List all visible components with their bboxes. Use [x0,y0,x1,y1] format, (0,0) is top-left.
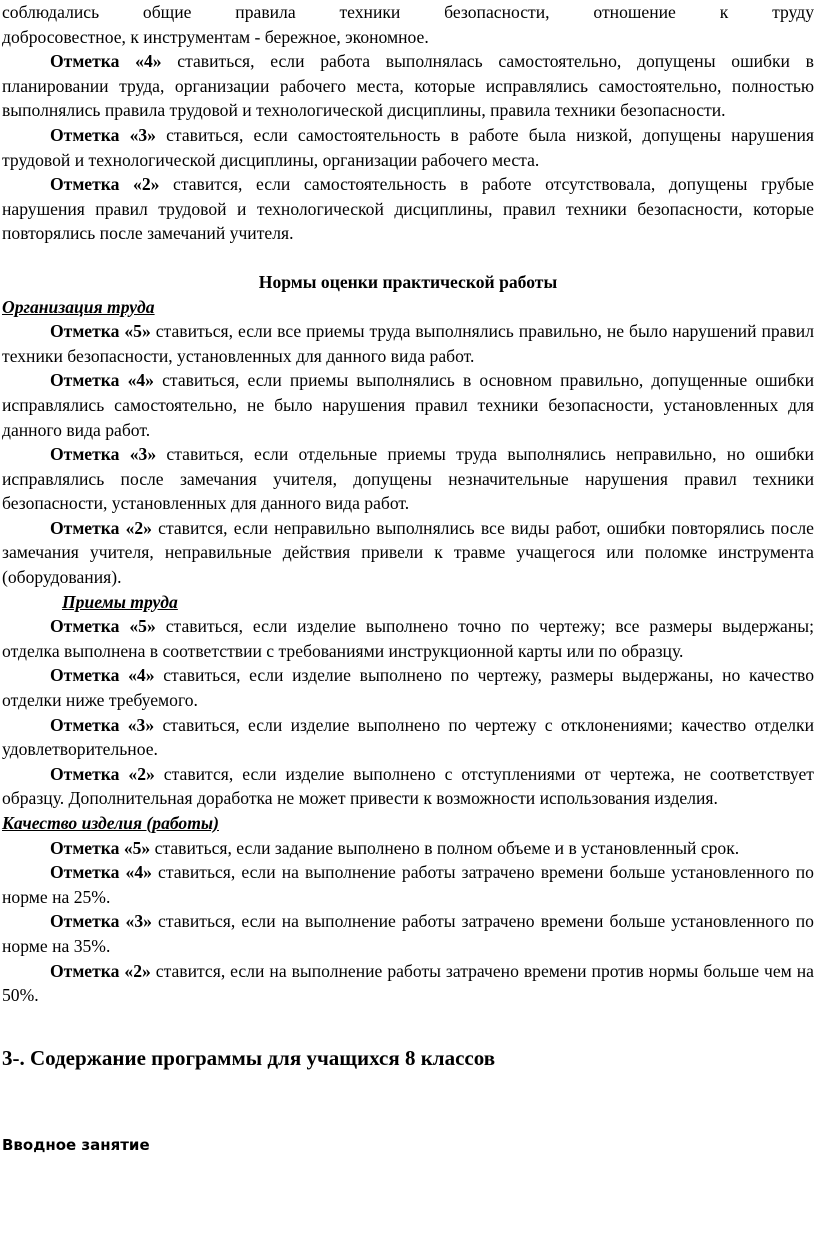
grade-mark: Отметка «4» [50,51,162,72]
quality-block [2,836,814,1008]
section-heading-techniques: Приемы труда [62,591,178,612]
grade-paragraph [2,319,814,368]
grade-paragraph [2,959,814,1008]
grade-mark: Отметка «4» [50,370,154,391]
grade-text: ставиться, если самостоятельность в работе была низкой, допущены нарушения трудовой и технологической дисциплины, организации рабочего места. [2,124,814,170]
grade-text: ставится, если изделие выполнено с отступлениями от чертежа, не соответствует образцу. Дополнительная доработка не может привести к возможности использования изделия. [2,763,814,809]
norms-title: Нормы оценки практической работы [258,271,558,292]
grade-paragraph [2,49,814,123]
grade-paragraph [2,368,814,442]
grade-text: ставиться, если изделие выполнено по чертежу, размеры выдержаны, но качество отделки ниже требуемого. [2,665,814,711]
grade-text: ставиться, если отдельные приемы труда выполнялись неправильно, но ошибки исправлялись после замечания учителя, допущены незначительные нарушения правил техники безопасности, установленных для данного вида работ. [2,444,814,514]
grade-text: ставиться, если на выполнение работы затрачено времени больше установленного по норме на 25%. [2,862,814,907]
grade-paragraph [2,516,814,590]
grade-paragraph [2,909,814,958]
grade-mark: Отметка «5» [50,616,156,637]
grade-paragraph [2,663,814,712]
grade-text: ставиться, если на выполнение работы затрачено времени больше установленного по норме на 35%. [2,911,814,956]
grade-paragraph [2,614,814,663]
grade-text: ставиться, если изделие выполнено точно по чертежу; все размеры выдержаны; отделка выполнена в соответствии с требованиями инструкционной карты или по образцу. [2,616,814,661]
grade-mark: Отметка «3» [50,714,155,735]
grade-mark: Отметка «2» [50,174,160,195]
grade-paragraph [2,713,814,762]
grade-text: ставиться, если изделие выполнено по чертежу с отклонениями; качество отделки удовлетворительное. [2,714,814,760]
grade-text: ставиться, если задание выполнено в полном объеме и в установленный срок. [150,837,740,858]
intro-line-1: соблюдались общие правила техники безопасности, отношение к труду [2,2,814,22]
grade-mark: Отметка «4» [50,862,152,883]
grade-paragraph [2,836,814,861]
grade-paragraph [2,762,814,811]
intro-lesson-heading: Вводное занятие [2,1135,150,1154]
grade-text: ставиться, если все приемы труда выполнялись правильно, не было нарушений правил техники безопасности, установленных для данного вида работ. [2,321,814,366]
grade-mark: Отметка «2» [50,517,152,538]
grade-mark: Отметка «3» [50,911,152,932]
grade-paragraph [2,442,814,516]
grade-mark: Отметка «3» [50,124,156,145]
techniques-block [2,614,814,811]
section-heading-quality: Качество изделия (работы) [2,813,219,833]
grade-text: ставиться, если работа выполнялась самостоятельно, допущены ошибки в планировании труда, организации рабочего места, которые исправлялись самостоятельно, полностью выполнялись правила трудовой и технологической дисциплины, правила техники безопасности. [2,51,814,121]
grade-mark: Отметка «5» [50,321,151,342]
grade-mark: Отметка «2» [50,960,151,981]
grade-mark: Отметка «4» [50,665,155,686]
section-heading-organization: Организация труда [2,296,155,317]
grade-text: ставится, если самостоятельность в работе отсутствовала, допущены грубые нарушения правил трудовой и технологической дисциплины, правил техники безопасности, которые повторялись после замечаний учителя. [2,174,814,244]
intro-line-2: добросовестное, к инструментам - бережное, экономное. [2,26,429,47]
grade-text: ставиться, если приемы выполнялись в основном правильно, допущенные ошибки исправлялись самостоятельно, не было нарушения правил техники безопасности, установленных для данного вида работ. [2,370,814,440]
grade-mark: Отметка «2» [50,763,155,784]
grade-mark: Отметка «3» [50,444,157,465]
top-grades-block [2,49,814,246]
grade-paragraph [2,123,814,172]
organization-block [2,319,814,590]
grade-paragraph [2,172,814,246]
grade-text: ставится, если неправильно выполнялись все виды работ, ошибки повторялись после замечания учителя, неправильные действия привели к травме учащегося или поломке инструмента (оборудования). [2,517,814,588]
grade-paragraph [2,860,814,909]
section-title: 3-. Содержание программы для учащихся 8 классов [2,1045,496,1070]
grade-mark: Отметка «5» [50,837,151,858]
grade-text: ставится, если на выполнение работы затрачено времени против нормы больше чем на 50%. [2,960,814,1006]
